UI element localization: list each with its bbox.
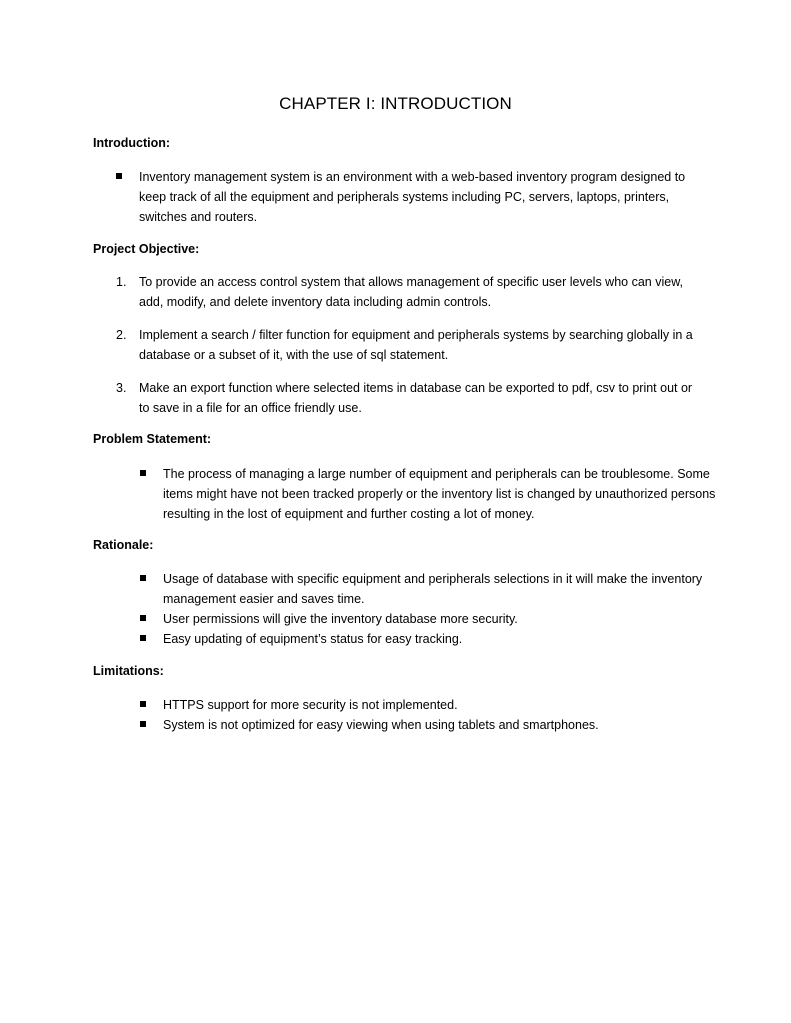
bullet-icon: [140, 701, 146, 707]
objective-item: Implement a search / filter function for equipment and peripherals systems by searching globally in a database or a subset of it, with the use of sql statement.: [139, 328, 693, 362]
bullet-icon: [140, 575, 146, 581]
section-heading-problem-statement: Problem Statement:: [93, 432, 212, 446]
bullet-icon: [116, 173, 122, 179]
section-heading-project-objective: Project Objective:: [93, 242, 200, 256]
list-number: 2.: [116, 328, 127, 342]
section-heading-limitations: Limitations:: [93, 664, 164, 678]
rationale-item: User permissions will give the inventory database more security.: [163, 612, 518, 626]
bullet-icon: [140, 721, 146, 727]
bullet-icon: [140, 615, 146, 621]
rationale-item: Usage of database with specific equipment and peripherals selections in it will make the inventory management easier and saves time.: [163, 572, 703, 606]
section-heading-rationale: Rationale:: [93, 538, 154, 552]
objective-item: To provide an access control system that allows management of specific user levels who can view, add, modify, and delete inventory data including admin controls.: [139, 275, 684, 309]
chapter-title: CHAPTER I: INTRODUCTION: [279, 94, 512, 113]
bullet-icon: [140, 635, 146, 641]
introduction-item: Inventory management system is an environment with a web-based inventory program designed to keep track of all the equipment and peripherals systems including PC, servers, laptops, printers, switches and routers.: [139, 170, 686, 224]
bullet-icon: [140, 470, 146, 476]
problem-statement-item: The process of managing a large number of equipment and peripherals can be troublesome. Some items might have not been tracked properly or the inventory list is changed by unauthorized persons resulting in the lost of equipment and further costing a lot of money.: [163, 467, 716, 521]
list-number: 3.: [116, 381, 127, 395]
rationale-item: Easy updating of equipment’s status for easy tracking.: [163, 632, 463, 646]
objective-item: Make an export function where selected items in database can be exported to pdf, csv to print out or to save in a file for an office friendly use.: [139, 381, 693, 415]
section-heading-introduction: Introduction:: [93, 136, 171, 150]
limitations-item: System is not optimized for easy viewing when using tablets and smartphones.: [163, 718, 599, 732]
list-number: 1.: [116, 275, 127, 289]
limitations-item: HTTPS support for more security is not implemented.: [163, 698, 458, 712]
